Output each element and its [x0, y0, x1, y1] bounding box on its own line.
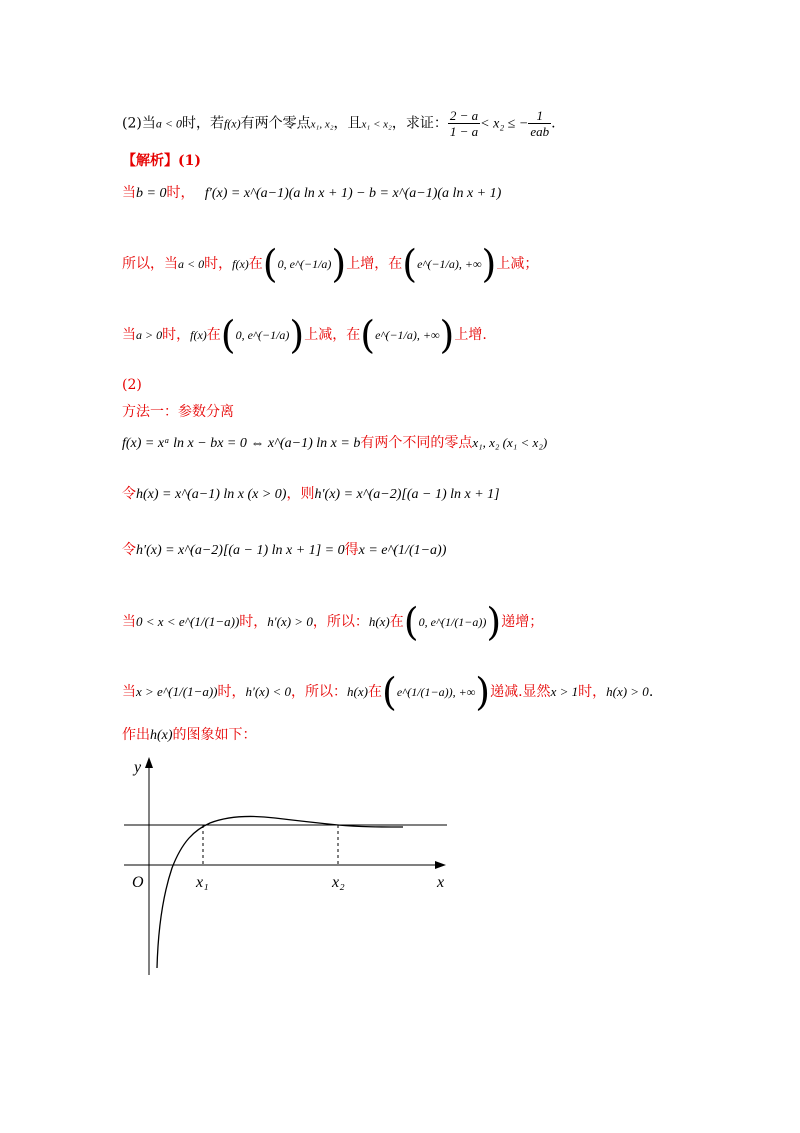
x-axis-arrow — [435, 861, 446, 869]
origin-label: O — [132, 874, 144, 891]
problem-text: 时，若 — [181, 115, 224, 132]
b-zero: b = 0 — [136, 186, 167, 201]
fraction-left: $\frac{2 - a}{1 - a}$ — [449, 108, 479, 139]
interval-3: 0, e^(−1/a) — [235, 328, 290, 342]
fraction-right: $\frac{1}{\text{eab}}$ — [530, 108, 550, 139]
period: . — [551, 115, 556, 132]
h-definition: h(x) = x^(a−1) ln x (x > 0) — [136, 487, 287, 502]
y-axis-arrow — [145, 757, 153, 768]
interval-1: 0, e^(−1/a) — [277, 257, 332, 271]
zeros-symbol: x₁, x₂ — [310, 118, 334, 131]
problem-text: 有两个零点 — [240, 115, 311, 132]
analysis-line-1: 当b = 0时， f′(x) = x^(a−1)(a ln x + 1) − b = x^(a−1)(a ln x + 1) — [122, 185, 502, 201]
interval-6: e^(1/(1−a)), +∞ — [396, 685, 476, 699]
fx-symbol: f(x) — [223, 116, 241, 131]
problem-prefix: (2)当 — [122, 115, 156, 132]
cond-a: a < 0 — [155, 116, 182, 131]
part2-line-5: 当x > e^(1/(1−a))时，h′(x) < 0，所以：h(x)在(e^(1/(1−a)), +∞)递减.显然x > 1时，h(x) > 0. — [122, 670, 654, 714]
ineq-symbol: x₁ < x₂ — [361, 118, 392, 131]
part1-label: (1) — [178, 153, 201, 169]
part2-line-3: 令h′(x) = x^(a−2)[(a − 1) ln x + 1] = 0得x = e^(1/(1−a)) — [122, 542, 447, 558]
interval-4: e^(−1/a), +∞ — [375, 328, 440, 342]
analysis-label: 【解析】 — [122, 153, 178, 169]
x1-label: x₁ — [196, 874, 209, 891]
analysis-line-2: 所以，当a < 0时，f(x)在(0, e^(−1/a))上增，在(e^(−1/a), +∞)上减； — [122, 242, 539, 286]
part2-line-4: 当0 < x < e^(1/(1−a))时，h′(x) > 0，所以：h(x)在(0, e^(1/(1−a)))递增； — [122, 600, 544, 644]
param-sep-formula: f(x) = xᵃ ln x − bx = 0 ⇔ x^(a−1) ln x = b — [122, 436, 361, 451]
method-title: 方法一：参数分离 — [122, 404, 234, 420]
x-axis-label: x — [437, 874, 445, 891]
analysis-line-3: 当a > 0时，f(x)在(0, e^(−1/a))上减，在(e^(−1/a), +∞)上增. — [122, 313, 487, 357]
analysis-header — [122, 151, 201, 171]
x2-label: x₂ — [332, 874, 345, 891]
hx-curve — [157, 816, 403, 968]
problem-text: ，且 — [333, 115, 362, 132]
problem-statement — [122, 108, 556, 139]
part2-label: (2) — [122, 377, 142, 393]
h-derivative: h′(x) = x^(a−2)[(a − 1) ln x + 1] — [314, 487, 500, 502]
interval-5: 0, e^(1/(1−a)) — [418, 615, 487, 629]
h-derivative-zero: h′(x) = x^(a−2)[(a − 1) ln x + 1] = 0 — [136, 543, 345, 558]
problem-text: ，求证： — [391, 115, 448, 132]
interval-2: e^(−1/a), +∞ — [417, 257, 482, 271]
derivative-formula: f′(x) = x^(a−1)(a ln x + 1) − b = x^(a−1)(a ln x + 1) — [204, 186, 502, 201]
critical-point: x = e^(1/(1−a)) — [358, 543, 447, 558]
part2-line-2: 令h(x) = x^(a−1) ln x (x > 0)，则h′(x) = x^(a−2)[(a − 1) ln x + 1] — [122, 486, 500, 502]
y-axis-label: y — [134, 759, 142, 776]
graph-intro: 作出h(x)的图象如下： — [122, 727, 257, 743]
part2-line-1: f(x) = xᵃ ln x − bx = 0 ⇔ x^(a−1) ln x = b有两个不同的零点x₁, x₂ (x₁ < x₂) — [122, 435, 548, 451]
mid-ineq: < x₂ ≤ − — [480, 116, 529, 132]
